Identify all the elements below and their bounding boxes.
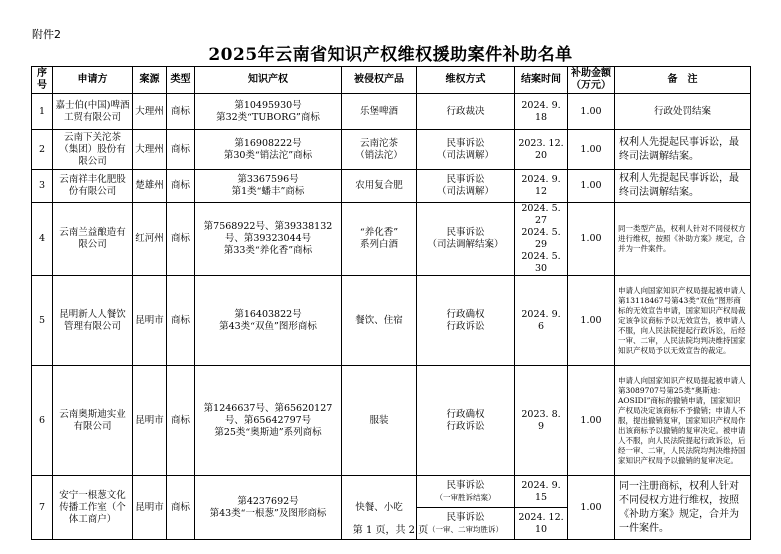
row-amount: 1.00 xyxy=(568,366,615,476)
row-method: 行政确权 行政诉讼 xyxy=(417,366,515,476)
row-type: 商标 xyxy=(167,203,195,276)
row-note: 同一类型产品，权利人针对不同侵权方进行维权，按照《补助方案》规定，合并为一件案件。 xyxy=(615,203,751,276)
col-type: 类型 xyxy=(167,67,195,94)
row-type: 商标 xyxy=(167,130,195,170)
row-no: 3 xyxy=(32,170,53,203)
row-ip: 第16908222号 第30类“销法沱”商标 xyxy=(195,130,342,170)
row-type: 商标 xyxy=(167,276,195,366)
method-sublabel: （一审胜诉结案） xyxy=(435,492,496,502)
col-date: 结案时间 xyxy=(515,67,568,94)
row-ip: 第4237692号 第43类“一根葱”及图形商标 xyxy=(195,476,342,540)
row-method: 行政确权 行政诉讼 xyxy=(417,276,515,366)
row-no: 1 xyxy=(32,94,53,130)
row-date-1: 2024. 9. 15 xyxy=(515,476,568,508)
row-no: 6 xyxy=(32,366,53,476)
row-source: 昆明市 xyxy=(133,366,167,476)
document-title: 2025年云南省知识产权维权援助案件补助名单 xyxy=(208,45,573,65)
row-method: 民事诉讼 （司法调解） xyxy=(417,130,515,170)
row-applicant: 云南下关沱茶（集团）股份有限公司 xyxy=(53,130,133,170)
col-applicant: 申请方 xyxy=(53,67,133,94)
row-applicant: 云南兰益酿造有限公司 xyxy=(53,203,133,276)
col-method: 维权方式 xyxy=(417,67,515,94)
row-product: 服装 xyxy=(342,366,417,476)
row-ip: 第1246637号、第65620127号、第65642797号 第25类“奥斯迪”系列商标 xyxy=(195,366,342,476)
col-ip: 知识产权 xyxy=(195,67,342,94)
row-method-1 xyxy=(417,476,515,508)
row-amount: 1.00 xyxy=(568,476,615,540)
row-applicant: 嘉士伯(中国)啤酒工贸有限公司 xyxy=(53,94,133,130)
table-row xyxy=(32,170,751,203)
col-source: 案源 xyxy=(133,67,167,94)
row-date: 2024. 9. 6 xyxy=(515,276,568,366)
row-date: 2023. 12. 20 xyxy=(515,130,568,170)
table-row xyxy=(32,130,751,170)
row-no: 5 xyxy=(32,276,53,366)
row-note: 权利人先提起民事诉讼，最终司法调解结案。 xyxy=(615,170,751,203)
page-indicator: 第 1 页，共 2 页 xyxy=(352,525,429,536)
col-amount: 补助金额（万元） xyxy=(568,67,615,94)
row-applicant: 昆明新人人餐饮管理有限公司 xyxy=(53,276,133,366)
row-no: 2 xyxy=(32,130,53,170)
row-source: 大理州 xyxy=(133,94,167,130)
col-note: 备 注 xyxy=(615,67,751,94)
row-amount: 1.00 xyxy=(568,94,615,130)
row-note: 同一注册商标，权利人针对不同侵权方进行维权，按照《补助方案》规定，合并为一件案件。 xyxy=(615,476,751,540)
row-type: 商标 xyxy=(167,476,195,540)
row-no: 4 xyxy=(32,203,53,276)
row-ip: 第3367596号 第1类“蟠丰”商标 xyxy=(195,170,342,203)
method-label: 民事诉讼 xyxy=(446,511,485,523)
row-applicant: 安宁一根葱文化传播工作室（个体工商户） xyxy=(53,476,133,540)
row-product: 云南沱茶 （销法沱） xyxy=(342,130,417,170)
table-row xyxy=(32,476,751,508)
row-product: “养化香” 系列白酒 xyxy=(342,203,417,276)
row-source: 楚雄州 xyxy=(133,170,167,203)
row-source: 昆明市 xyxy=(133,276,167,366)
method-label: 民事诉讼 xyxy=(446,479,485,491)
row-date: 2024. 5. 27 2024. 5. 29 2024. 5. 30 xyxy=(515,203,568,276)
row-amount: 1.00 xyxy=(568,170,615,203)
row-method: 行政裁决 xyxy=(417,94,515,130)
row-date: 2023. 8. 9 xyxy=(515,366,568,476)
row-type: 商标 xyxy=(167,170,195,203)
row-date-2: 2024. 12. 10 xyxy=(515,508,568,540)
row-method: 民事诉讼 （司法调解） xyxy=(417,170,515,203)
row-ip: 第16403822号 第43类“双鱼”图形商标 xyxy=(195,276,342,366)
row-product: 餐饮、住宿 xyxy=(342,276,417,366)
row-source: 大理州 xyxy=(133,130,167,170)
row-amount: 1.00 xyxy=(568,203,615,276)
row-ip: 第10495930号 第32类“TUBORG”商标 xyxy=(195,94,342,130)
row-source: 红河州 xyxy=(133,203,167,276)
row-product: 乐堡啤酒 xyxy=(342,94,417,130)
row-note: 申请人向国家知识产权局提起被申请人第3089707号第25类“奥斯迪：AOSIDI”商标的撤销申请，国家知识产权局决定该商标不予撤销；申请人不服，提出撤销复审，国家知识产权局作出该商标予以撤销的复审决定。被申请人不服，向人民法院提起行政诉讼，后经一审、二审，人民法院均判决维持国家知识产权局予以撤销的复审决定。 xyxy=(615,366,751,476)
row-note: 权利人先提起民事诉讼，最终司法调解结案。 xyxy=(615,130,751,170)
table-row xyxy=(32,276,751,366)
row-source: 昆明市 xyxy=(133,476,167,540)
row-type: 商标 xyxy=(167,366,195,476)
subsidy-table xyxy=(31,66,751,540)
row-no: 7 xyxy=(32,476,53,540)
row-ip: 第7568922号、第39338132号、第39323044号 第33类“养化香”商标 xyxy=(195,203,342,276)
col-product: 被侵权产品 xyxy=(342,67,417,94)
row-product: 农用复合肥 xyxy=(342,170,417,203)
row-amount: 1.00 xyxy=(568,130,615,170)
row-product: 快餐、小吃 xyxy=(342,476,417,540)
row-note: 行政处罚结案 xyxy=(615,94,751,130)
method-sublabel: （一审、二审均胜诉） xyxy=(428,524,503,534)
header-row xyxy=(32,67,751,94)
table-row xyxy=(32,366,751,476)
row-applicant: 云南奥斯迪实业有限公司 xyxy=(53,366,133,476)
attachment-label: 附件2 xyxy=(32,28,61,41)
row-type: 商标 xyxy=(167,94,195,130)
table-row xyxy=(32,203,751,276)
row-date: 2024. 9. 12 xyxy=(515,170,568,203)
col-no: 序号 xyxy=(32,67,53,94)
row-method: 民事诉讼 （司法调解结案） xyxy=(417,203,515,276)
row-date: 2024. 9. 18 xyxy=(515,94,568,130)
row-note: 申请人向国家知识产权局提起被申请人第13118467号第43类“双鱼”图形商标的无效宣告申请，国家知识产权局裁定该争议商标予以无效宣告，被申请人不服，向人民法院提起行政诉讼，后经一审、二审，人民法院均判决维持国家知识产权局予以无效宣告的裁定。 xyxy=(615,276,751,366)
row-amount: 1.00 xyxy=(568,276,615,366)
row-applicant: 云南祥丰化肥股份有限公司 xyxy=(53,170,133,203)
table-row xyxy=(32,94,751,130)
